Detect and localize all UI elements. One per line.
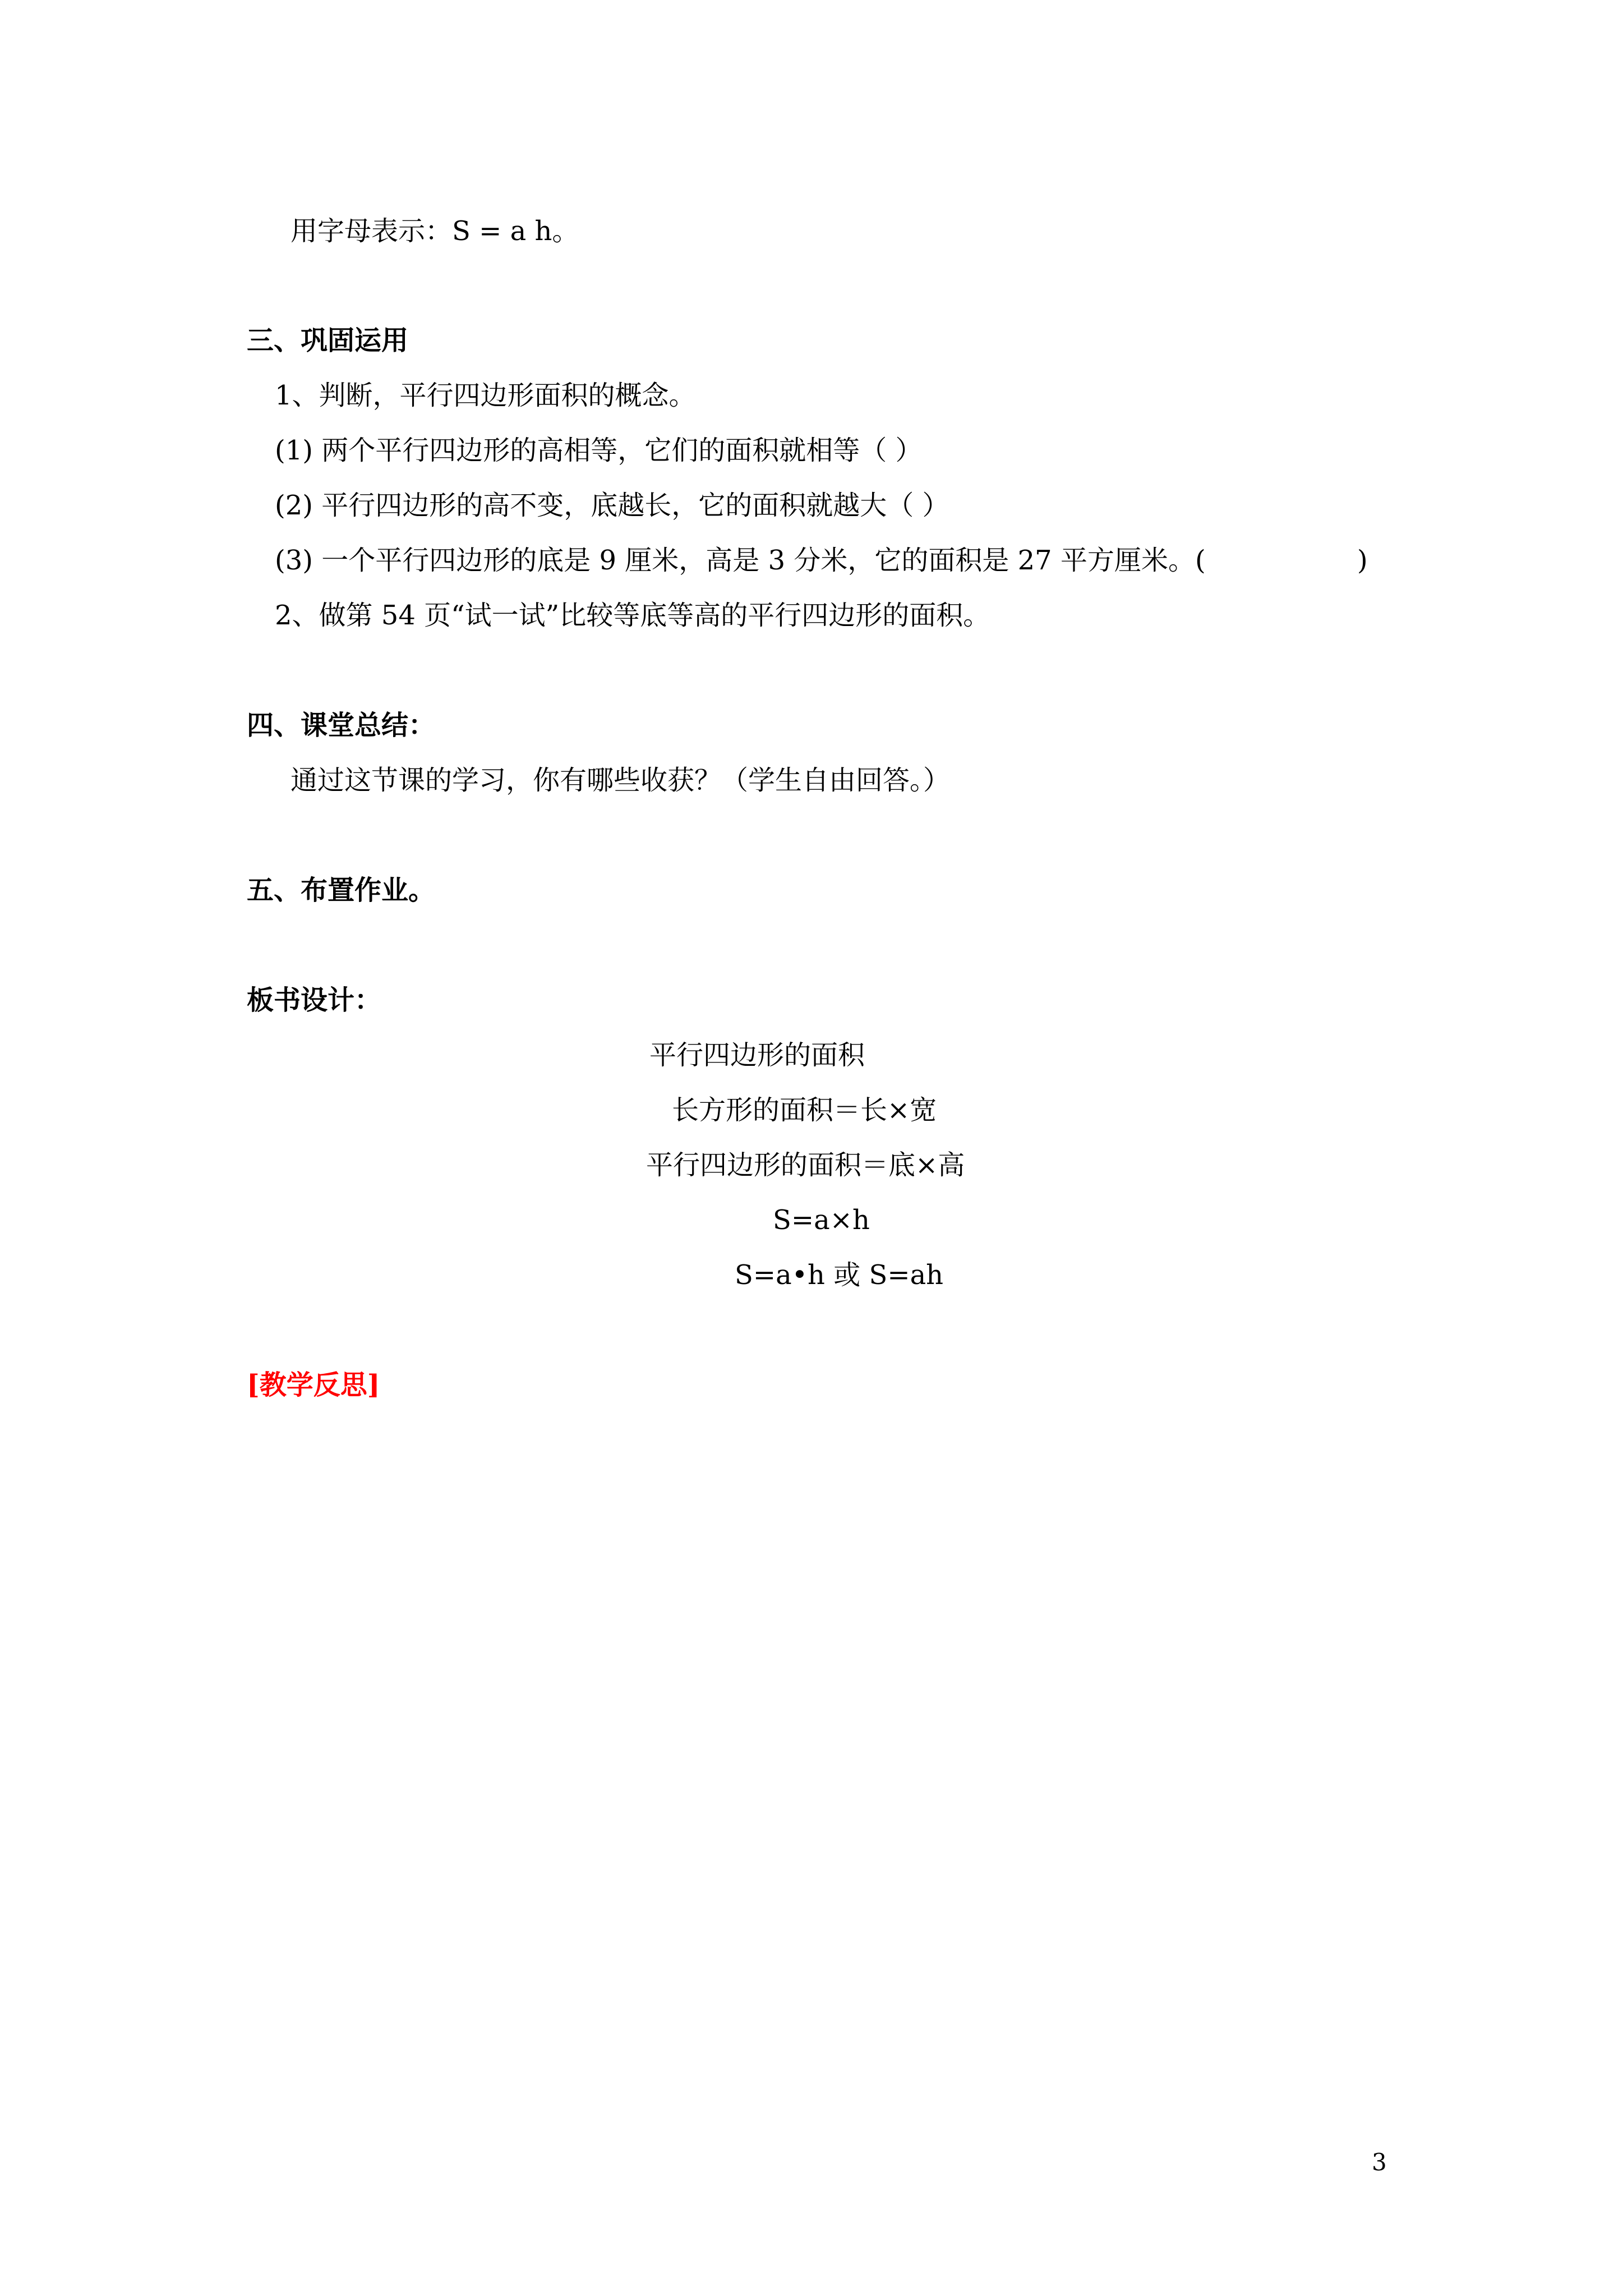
section5-heading: 五、布置作业。 [247,875,436,906]
teaching-reflection: [教学反思] [247,1369,380,1401]
board-line-4: S=a•h 或 S=ah [735,1259,944,1291]
board-line-1: 长方形的面积＝长×宽 [672,1094,937,1126]
section3-heading: 三、巩固运用 [247,325,409,356]
formula-letters: 用字母表示：S = a h。 [291,215,579,247]
page-number: 3 [1372,2148,1387,2176]
section4-heading: 四、课堂总结： [247,710,436,741]
board-line-2: 平行四边形的面积＝底×高 [646,1149,965,1181]
board-line-3: S=a×h [773,1204,870,1236]
board-title: 平行四边形的面积 [649,1039,865,1071]
question-1-3: (3) 一个平行四边形的底是 9 厘米，高是 3 分米，它的面积是 27 平方厘米。( [275,545,1206,576]
question-1-3-close: ) [1357,545,1368,576]
question-1: 1、判断，平行四边形面积的概念。 [275,380,696,411]
section4-text: 通过这节课的学习，你有哪些收获？（学生自由回答。） [291,765,951,796]
question-1-1: (1) 两个平行四边形的高相等，它们的面积就相等（ ） [275,435,923,466]
question-2: 2、做第 54 页“试一试”比较等底等高的平行四边形的面积。 [275,600,990,631]
board-design-heading: 板书设计： [247,984,382,1016]
question-1-2: (2) 平行四边形的高不变，底越长，它的面积就越大（ ） [275,490,949,521]
